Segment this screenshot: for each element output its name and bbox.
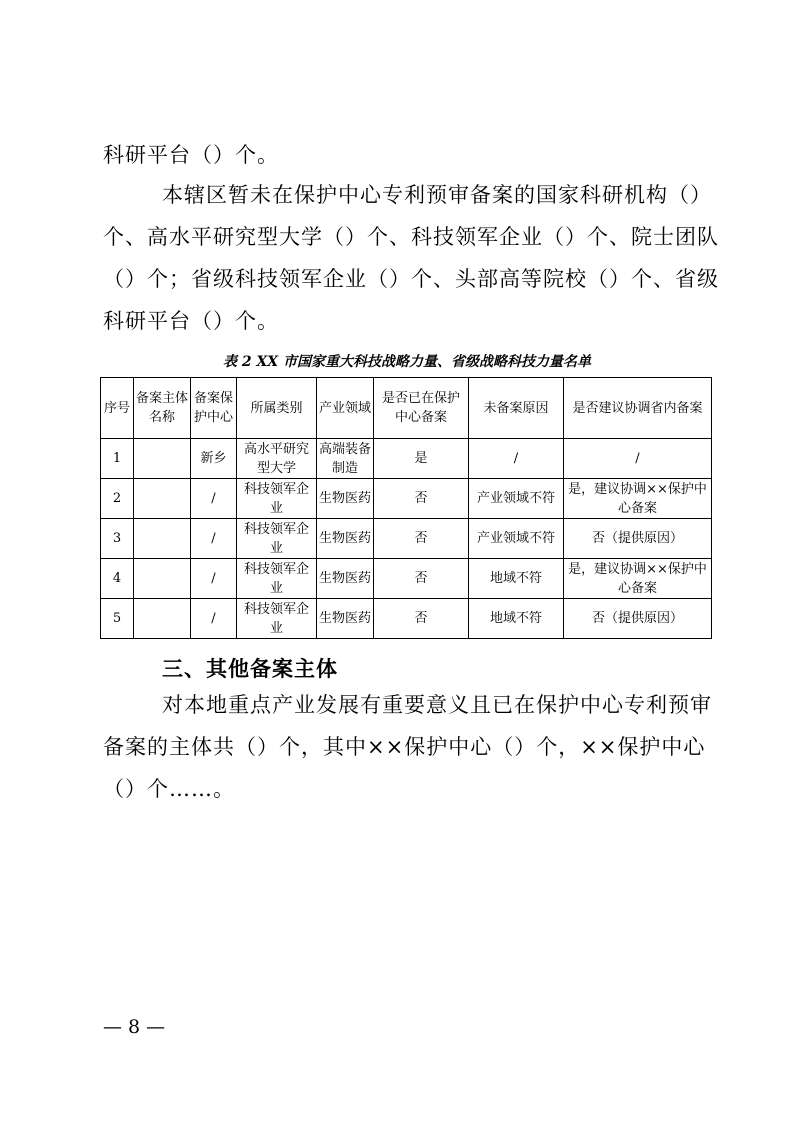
paragraph-2-line-3: （）个；省级科技领军企业（）个、头部高等院校（）个、省级: [103, 267, 719, 291]
section-3-line-3: （）个……。: [103, 777, 235, 801]
section-3-line-2: 备案的主体共（）个，其中××保护中心（）个，××保护中心: [103, 735, 706, 759]
header-industry: 产业领域: [317, 378, 374, 439]
header-protection-center: 备案保护中心: [191, 378, 237, 439]
cell-category: 科技领军企业: [237, 519, 317, 559]
cell-protection-center: /: [191, 599, 237, 639]
cell-category: 科技领军企业: [237, 479, 317, 519]
cell-registered: 否: [374, 479, 469, 519]
header-suggestion: 是否建议协调省内备案: [564, 378, 712, 439]
cell-index: 1: [101, 439, 134, 479]
cell-entity-name: [134, 559, 191, 599]
cell-index: 3: [101, 519, 134, 559]
header-index: 序号: [101, 378, 134, 439]
cell-industry: 生物医药: [317, 559, 374, 599]
cell-index: 5: [101, 599, 134, 639]
table-row: [101, 479, 712, 519]
paragraph-2-line-4: 科研平台（）个。: [103, 309, 279, 333]
cell-reason: /: [469, 439, 564, 479]
cell-category: 科技领军企业: [237, 559, 317, 599]
cell-industry: 生物医药: [317, 519, 374, 559]
cell-protection-center: /: [191, 559, 237, 599]
cell-reason: 产业领域不符: [469, 479, 564, 519]
header-reason: 未备案原因: [469, 378, 564, 439]
cell-industry: 高端装备制造: [317, 439, 374, 479]
paragraph-1-line-1: 科研平台（）个。: [103, 143, 279, 167]
cell-category: 高水平研究型大学: [237, 439, 317, 479]
cell-suggestion: 否（提供原因）: [564, 519, 712, 559]
cell-entity-name: [134, 439, 191, 479]
cell-index: 4: [101, 559, 134, 599]
cell-category: 科技领军企业: [237, 599, 317, 639]
paragraph-2-line-2: 个、高水平研究型大学（）个、科技领军企业（）个、院士团队: [103, 225, 719, 249]
cell-protection-center: /: [191, 479, 237, 519]
cell-suggestion: 是，建议协调××保护中心备案: [564, 559, 712, 599]
paragraph-2-line-1: 本辖区暂未在保护中心专利预审备案的国家科研机构（）: [162, 183, 712, 207]
header-registered: 是否已在保护中心备案: [374, 378, 469, 439]
strategic-forces-table: [100, 377, 712, 639]
header-category: 所属类别: [237, 378, 317, 439]
section-3-heading: 三、其他备案主体: [162, 657, 338, 681]
cell-suggestion: 否（提供原因）: [564, 599, 712, 639]
cell-suggestion: /: [564, 439, 712, 479]
table-row: [101, 599, 712, 639]
header-entity-name: 备案主体名称: [134, 378, 191, 439]
cell-reason: 产业领域不符: [469, 519, 564, 559]
cell-registered: 否: [374, 559, 469, 599]
cell-industry: 生物医药: [317, 479, 374, 519]
cell-industry: 生物医药: [317, 599, 374, 639]
cell-entity-name: [134, 479, 191, 519]
page-number: — 8 —: [103, 1016, 166, 1038]
cell-entity-name: [134, 519, 191, 559]
cell-protection-center: /: [191, 519, 237, 559]
table-caption: 表 2 XX 市国家重大科技战略力量、省级战略科技力量名单: [222, 354, 592, 370]
cell-reason: 地域不符: [469, 599, 564, 639]
table-row: [101, 559, 712, 599]
cell-protection-center: 新乡: [191, 439, 237, 479]
cell-entity-name: [134, 599, 191, 639]
cell-registered: 否: [374, 519, 469, 559]
table-header-row: [101, 378, 712, 439]
cell-registered: 是: [374, 439, 469, 479]
cell-index: 2: [101, 479, 134, 519]
cell-reason: 地域不符: [469, 559, 564, 599]
section-3-line-1: 对本地重点产业发展有重要意义且已在保护中心专利预审: [162, 693, 712, 717]
table-row: [101, 519, 712, 559]
cell-registered: 否: [374, 599, 469, 639]
table-row: [101, 439, 712, 479]
cell-suggestion: 是，建议协调××保护中心备案: [564, 479, 712, 519]
